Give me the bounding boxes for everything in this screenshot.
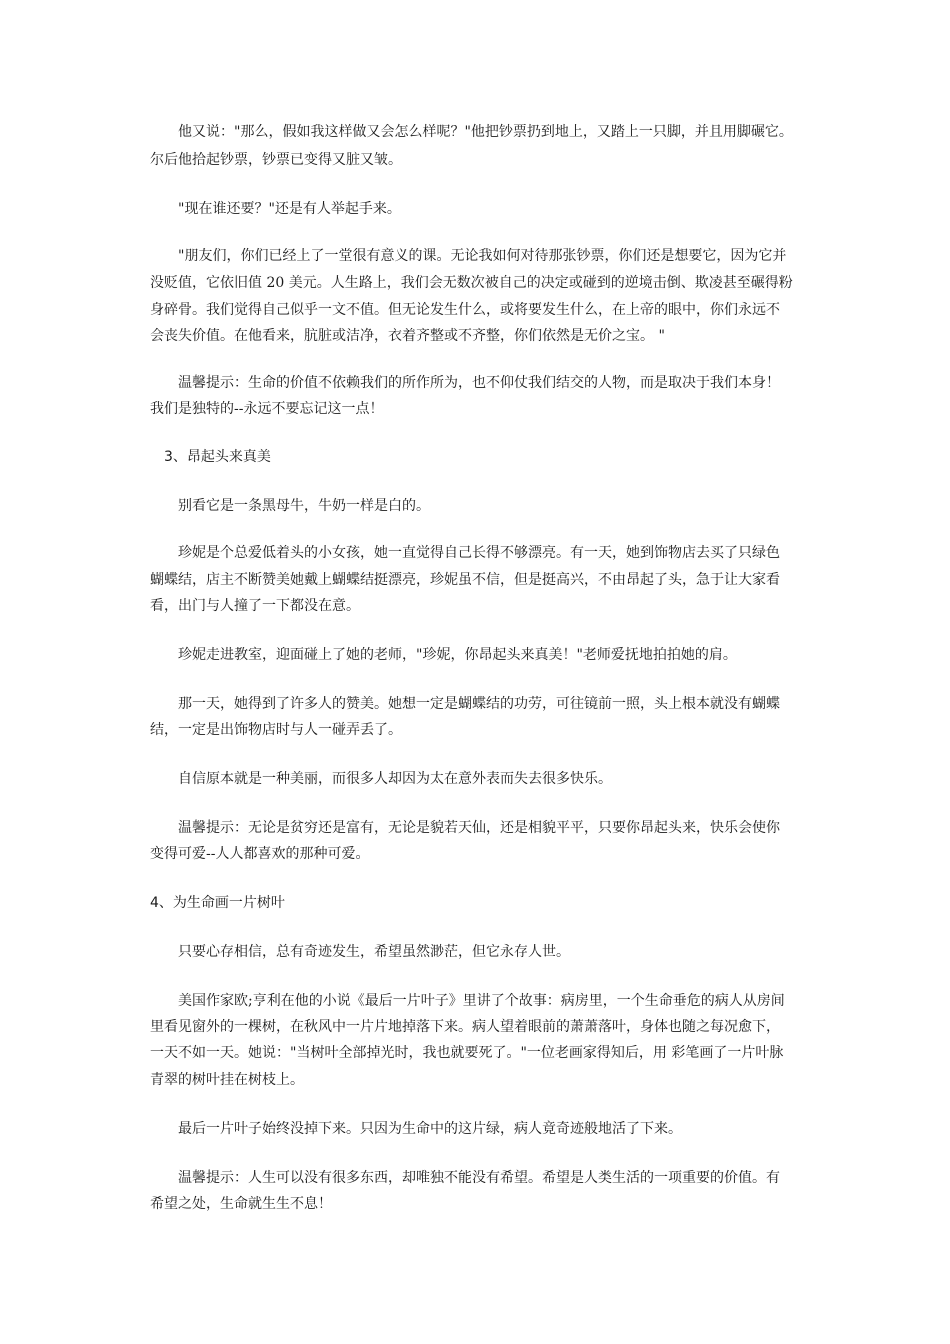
paragraph-line: 会丧失价值。在他看来，肮脏或洁净，衣着齐整或不齐整，你们依然是无价之宝。 ": [150, 328, 665, 344]
tip-line: 温馨提示：人生可以没有很多东西，却唯独不能没有希望。希望是人类生活的一项重要的价值。有: [150, 1170, 780, 1186]
paragraph-line: 别看它是一条黑母牛，牛奶一样是白的。: [150, 498, 430, 514]
tip-line: 变得可爱--人人都喜欢的那种可爱。: [150, 846, 370, 862]
paragraph-line: 最后一片叶子始终没掉下来。只因为生命中的这片绿，病人竟奇迹般地活了下来。: [150, 1121, 682, 1137]
paragraph-line: 只要心存相信，总有奇迹发生，希望虽然渺茫，但它永存人世。: [150, 944, 570, 960]
tip-line: 希望之处，生命就生生不息！: [150, 1196, 332, 1212]
paragraph-line: 看，出门与人撞了一下都没在意。: [150, 598, 360, 614]
paragraph-line: 蝴蝶结，店主不断赞美她戴上蝴蝶结挺漂亮，珍妮虽不信，但是挺高兴，不由昂起了头，急于让大家看: [150, 572, 780, 588]
paragraph-line: 结，一定是出饰物店时与人一碰弄丢了。: [150, 722, 402, 738]
section-heading: 4、为生命画一片树叶: [150, 895, 285, 911]
paragraph-line: 里看见窗外的一棵树，在秋风中一片片地掉落下来。病人望着眼前的萧萧落叶，身体也随之每况愈下，: [150, 1019, 780, 1035]
paragraph-line: "现在谁还要？"还是有人举起手来。: [150, 201, 401, 217]
paragraph-line: 那一天，她得到了许多人的赞美。她想一定是蝴蝶结的功劳，可往镜前一照，头上根本就没有蝴蝶: [150, 696, 780, 712]
paragraph-line: 一天不如一天。她说："当树叶全部掉光时，我也就要死了。"一位老画家得知后，用 彩笔画了一片叶脉: [150, 1045, 784, 1061]
paragraph-line: 青翠的树叶挂在树枝上。: [150, 1072, 304, 1088]
section-heading: 3、昂起头来真美: [164, 449, 271, 465]
paragraph-line: 没贬值，它依旧值 20 美元。人生路上，我们会无数次被自己的决定或碰到的逆境击倒、欺凌甚至碾得粉: [150, 275, 793, 291]
paragraph-line: 他又说："那么，假如我这样做又会怎么样呢？"他把钞票扔到地上，又踏上一只脚，并且用脚碾它。: [150, 124, 793, 140]
paragraph-line: 珍妮走进教室，迎面碰上了她的老师，"珍妮，你昂起头来真美！"老师爱抚地拍拍她的肩。: [150, 647, 737, 663]
paragraph-line: "朋友们，你们已经上了一堂很有意义的课。无论我如何对待那张钞票，你们还是想要它，因为它并: [150, 248, 787, 264]
tip-line: 我们是独特的--永远不要忘记这一点！: [150, 401, 384, 417]
paragraph-line: 自信原本就是一种美丽，而很多人却因为太在意外表而失去很多快乐。: [150, 771, 612, 787]
paragraph-line: 身碎骨。我们觉得自己似乎一文不值。但无论发生什么，或将要发生什么，在上帝的眼中，你们永远不: [150, 302, 780, 318]
paragraph-line: 美国作家欧;亨利在他的小说《最后一片叶子》里讲了个故事：病房里，一个生命垂危的病人从房间: [150, 993, 785, 1009]
paragraph-line: 珍妮是个总爱低着头的小女孩，她一直觉得自己长得不够漂亮。有一天，她到饰物店去买了只绿色: [150, 545, 780, 561]
paragraph-line: 尔后他拾起钞票，钞票已变得又脏又皱。: [150, 152, 402, 168]
tip-line: 温馨提示：生命的价值不依赖我们的所作所为，也不仰仗我们结交的人物，而是取决于我们本身！: [150, 375, 780, 391]
tip-line: 温馨提示：无论是贫穷还是富有，无论是貌若天仙，还是相貌平平，只要你昂起头来，快乐会使你: [150, 820, 780, 836]
